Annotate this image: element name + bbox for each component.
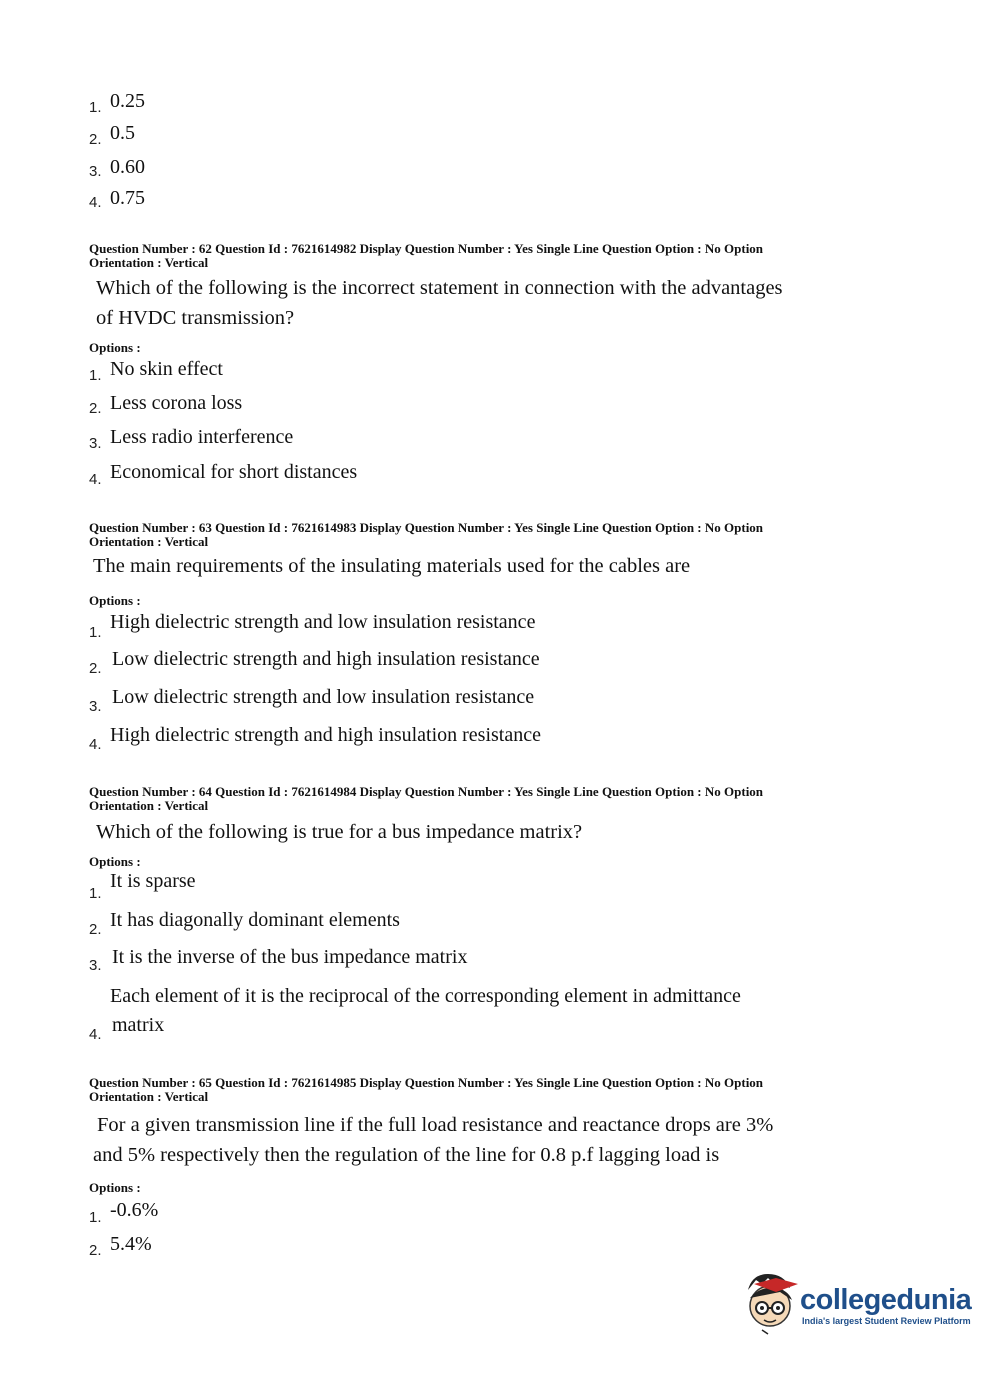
question-text: For a given transmission line if the full load resistance and reactance drops are 3% and 5% respectively then the regulation of the line for 0.8 p.f lagging load is: [93, 1114, 774, 1166]
question-meta: Question Number : 63 Question Id : 7621614983 Display Question Number : Yes Single Line Question Option : No Option Orientation : Vertical: [89, 520, 764, 549]
question-text: Which of the following is the incorrect statement in connection with the advantages of HVDC transmission?: [96, 277, 783, 329]
options-label: Options :: [89, 854, 141, 869]
question-text: The main requirements of the insulating materials used for the cables are: [93, 555, 691, 577]
question-meta: Question Number : 62 Question Id : 7621614982 Display Question Number : Yes Single Line Question Option : No Option Orientation : Vertical: [89, 241, 764, 270]
option-item-text: Each element of it is the reciprocal of the corresponding element in admittance matrix: [110, 985, 741, 1036]
options-label: Options :: [89, 340, 141, 355]
mascot-icon: [740, 1268, 802, 1338]
brand-tagline: India's largest Student Review Platform: [802, 1316, 971, 1326]
brand-name: collegedunia: [800, 1284, 972, 1316]
question-text: Which of the following is true for a bus impedance matrix?: [96, 821, 583, 843]
question-meta: Question Number : 65 Question Id : 7621614985 Display Question Number : Yes Single Line Question Option : No Option Orientation : Vertical: [89, 1075, 764, 1104]
options-label: Options :: [89, 1180, 141, 1195]
question-meta: Question Number : 64 Question Id : 7621614984 Display Question Number : Yes Single Line Question Option : No Option Orientation : Vertical: [89, 784, 764, 813]
options-label: Options :: [89, 593, 141, 608]
collegedunia-logo: [740, 1268, 970, 1338]
